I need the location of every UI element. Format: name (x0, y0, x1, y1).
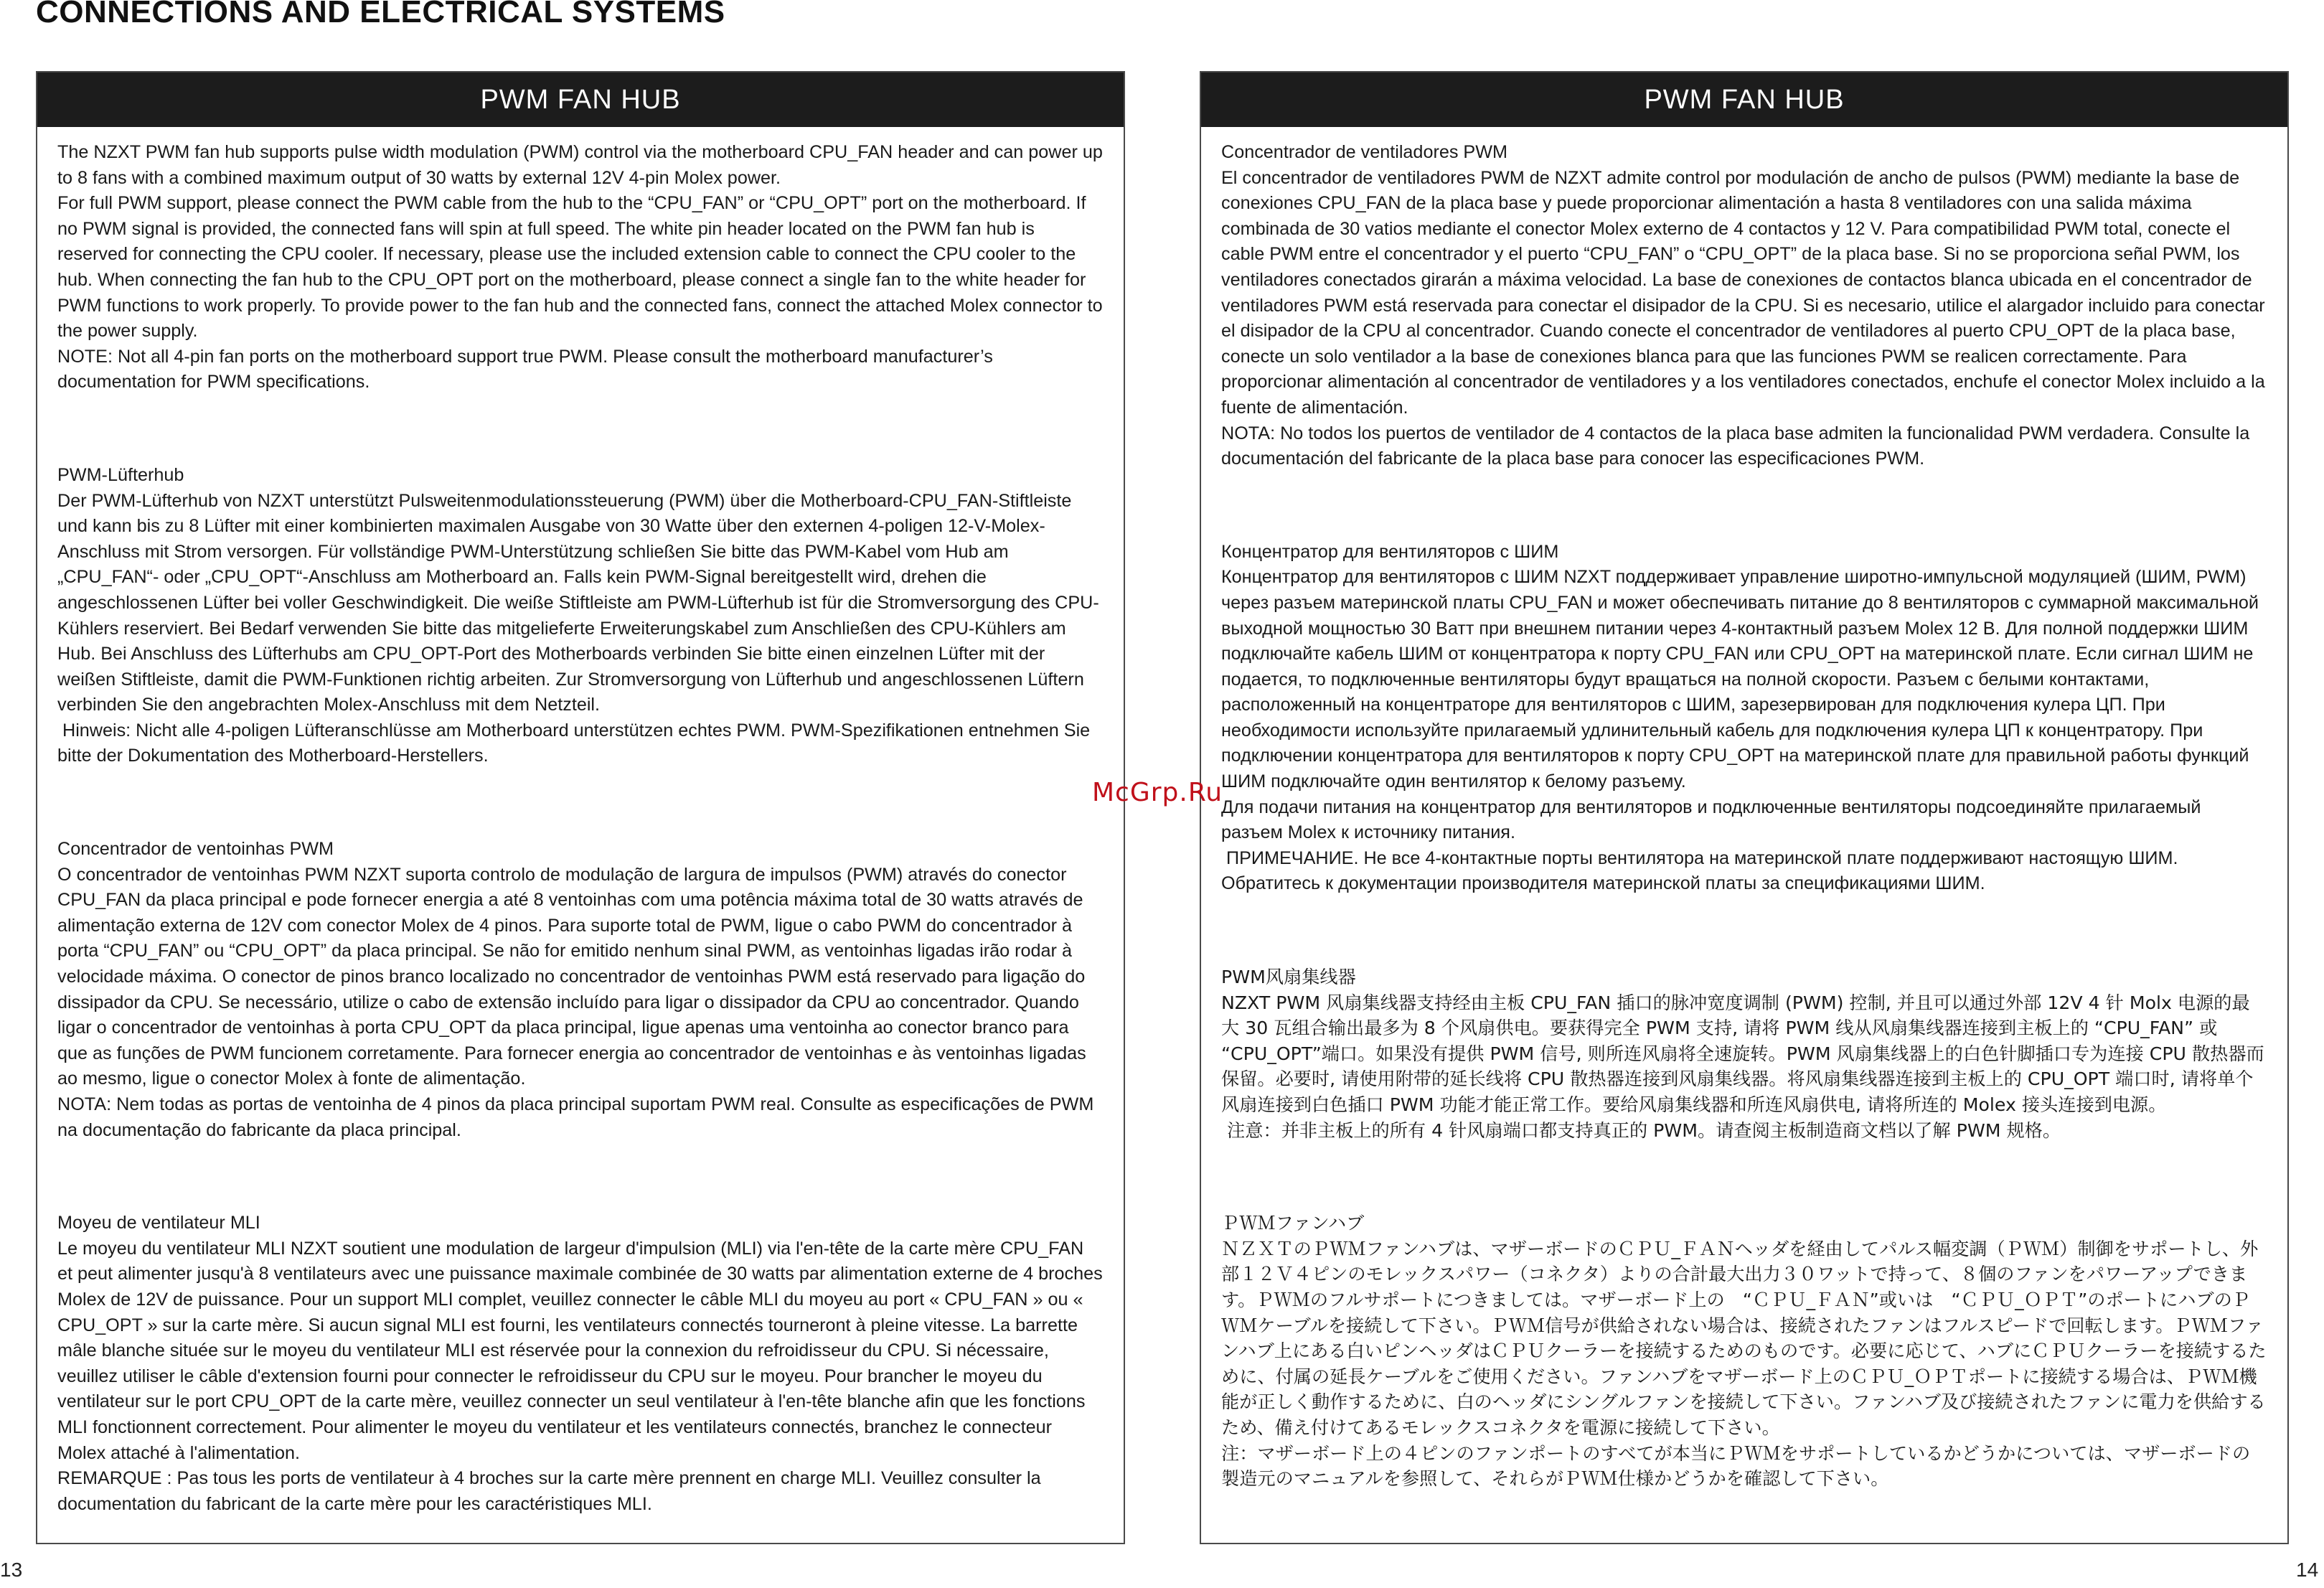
watermark: McGrp.Ru (1092, 778, 1223, 807)
section-body: Der PWM-Lüfterhub von NZXT unterstützt Pulsweitenmodulationssteuerung (PWM) über die Motherboard-CPU_FAN-Stiftleiste und kann bis zu 8 Lüfter mit einer kombinierten maximalen Ausgabe von 30 Watte über den externen 4-poligen 12-V-Molex-Anschluss mit Strom versorgen. Für vollständige PWM-Unterstützung schließen Sie bitte das PWM-Kabel vom Hub am „CPU_FAN“- oder „CPU_OPT“-Anschluss am Motherboard an. Falls kein PWM-Signal bereitgestellt wird, drehen die angeschlossenen Lüfter bei voller Geschwindigkeit. Die weiße Stiftleiste am PWM-Lüfterhub ist für die Stromversorgung des CPU-Kühlers reserviert. Bei Bedarf verwenden Sie bitte das mitgelieferte Erweiterungskabel zum Anschließen des CPU-Kühlers am Hub. Bei Anschluss des Lüfterhubs am CPU_OPT-Port des Motherboards verbinden Sie bitte einen einzelnen Lüfter mit der weißen Stiftleiste, damit die PWM-Funktionen richtig arbeiten. Zur Stromversorgung von Lüfterhub und angeschlossenen Lüftern verbinden Sie den angebrachten Molex-Anschluss mit dem Netzteil. Hinweis: Nicht alle 4-poligen Lüfteranschlüsse am Motherboard unterstützen echtes PWM. PWM-Spezifikationen entnehmen Sie bitte der Dokumentation des Motherboard-Herstellers. (57, 490, 1099, 766)
section-portuguese (57, 837, 1104, 1143)
section-russian (1221, 540, 2267, 897)
section-body: Le moyeu du ventilateur MLI NZXT soutient une modulation de largeur d'impulsion (MLI) via l'en-tête de la carte mère CPU_FAN et peut alimenter jusqu'à 8 ventilateurs avec une puissance maximale combinée de 30 watts par alimentation externe de 4 broches Molex de 12V de puissance. Pour un support MLI complet, veuillez connecter le câble MLI du moyeu au port « CPU_FAN » ou « CPU_OPT » sur la carte mère. Si aucun signal MLI est fourni, les ventilateurs connectés tourneront à pleine vitesse. La barrette mâle blanche située sur le moyeu du ventilateur MLI est réservée pour la connexion du refroidisseur du CPU. Si nécessaire, veuillez utiliser le câble d'extension fourni pour connecter le refroidisseur du CPU sur le moyeu. Pour brancher le moyeu du ventilateur sur le port CPU_OPT de la carte mère, veuillez connecter un seul ventilateur à l'en-tête blanche afin que les fonctions MLI fonctionnent correctement. Pour alimenter le moyeu du ventilateur et les ventilateurs connectés, branchez le connecteur Molex attaché à l'alimentation. REMARQUE : Pas tous les ports de ventilateur à 4 broches sur la carte mère prennent en charge MLI. Veuillez consulter la documentation du fabricant de la carte mère pour les caractéristiques MLI. (57, 1238, 1103, 1514)
section-body: The NZXT PWM fan hub supports pulse width modulation (PWM) control via the motherboard CPU_FAN header and can power up to 8 fans with a combined maximum output of 30 watts by external 12V 4-pin Molex power. For full PWM support, please connect the PWM cable from the hub to the “CPU_FAN” or “CPU_OPT” port on the motherboard. If no PWM signal is provided, the connected fans will spin at full speed. The white pin header located on the PWM fan hub is reserved for connecting the CPU cooler. If necessary, please use the included extension cable to connect the CPU cooler to the hub. When connecting the fan hub to the CPU_OPT port on the motherboard, please connect a single fan to the white header for PWM functions to work properly. To provide power to the fan hub and the connected fans, connect the attached Molex connector to the power supply. NOTE: Not all 4-pin fan ports on the motherboard support true PWM. Please consult the motherboard manufacturer’s documentation for PWM specifications. (57, 142, 1103, 393)
section-body: NZXT PWM 风扇集线器支持经由主板 CPU_FAN 插口的脉冲宽度调制 (PWM) 控制, 并且可以通过外部 12V 4 针 Molx 电源的最大 30 瓦组合输出最多为 8 个风扇供电。要获得完全 PWM 支持, 请将 PWM 线从风扇集线器连接到主板上的 “CPU_FAN” 或 “CPU_OPT”端口。如果没有提供 PWM 信号, 则所连风扇将全速旋转。PWM 风扇集线器上的白色针脚插口专为连接 CPU 散热器而保留。必要时, 请使用附带的延长线将 CPU 散热器连接到风扇集线器。将风扇集线器连接到主板上的 CPU_OPT 端口时, 请将单个风扇连接到白色插口 PWM 功能才能正常工作。要给风扇集线器和所连风扇供电, 请将所连的 Molex 接头连接到电源。 注意：并非主板上的所有 4 针风扇端口都支持真正的 PWM。请查阅主板制造商文档以了解 PWM 规格。 (1221, 992, 2264, 1141)
section-body: O concentrador de ventoinhas PWM NZXT suporta controlo de modulação de largura de impulsos (PWM) através do conector CPU_FAN da placa principal e pode fornecer energia a até 8 ventoinhas com uma potência máxima total de 30 watts através de alimentação externa de 12V com conector Molex de 4 pinos. Para suporte total de PWM, ligue o cabo PWM do concentrador à porta “CPU_FAN” ou “CPU_OPT” da placa principal. Se não for emitido nenhum sinal PWM, as ventoinhas ligadas irão rodar à velocidade máxima. O conector de pinos branco localizado no concentrador de ventoinhas PWM está reservado para ligação do dissipador da CPU. Se necessário, utilize o cabo de extensão incluído para ligar o dissipador da CPU ao concentrador. Quando ligar o concentrador de ventoinhas à porta CPU_OPT da placa principal, ligue apenas uma ventoinha ao conector branco para que as funções de PWM funcionem corretamente. Para fornecer energia ao concentrador de ventoinhas e às ventoinhas ligadas ao mesmo, ligue o conector Molex à fonte de alimentação. NOTA: Nem todas as portas de ventoinha de 4 pinos da placa principal suportam PWM real. Consulte as especificações de PWM na documentação do fabricante da placa principal. (57, 864, 1094, 1140)
section-chinese (1221, 964, 2267, 1143)
section-heading: Moyeu de ventilateur MLI (57, 1213, 260, 1234)
right-panel-body (1201, 127, 2287, 1492)
section-body: ＮＺＸＴのＰＷＭファンハブは、マザーボードのＣＰＵ_ＦＡＮヘッダを経由してパルス幅変調（ＰＷＭ）制御をサポートし、外部１２Ｖ４ピンのモレックスパワー（コネクタ）よりの合計最大出力３０ワットで持って、８個のファンをパワーアップできます。ＰＷＭのフルサポートにつきましては。マザーボード上の “ＣＰＵ_ＦＡＮ”或いは “ＣＰＵ_ＯＰＴ”のポートにハブのＰＷＭケーブルを接続して下さい。ＰＷＭ信号が供給されない場合は、接続されたファンはフルスピードで回転します。ＰＷＭファンハブ上にある白いピンヘッダはＣＰＵクーラーを接続するためのものです。必要に応じて、ハブにＣＰＵクーラーを接続するために、付属の延長ケーブルをご使用ください。ファンハブをマザーボード上のＣＰＵ_ＯＰＴポートに接続する場合は、ＰＷＭ機能が正しく動作するために、白のヘッダにシングルファンを接続して下さい。ファンハブ及び接続されたファンに電力を供給するため、備え付けてあるモレックスコネクタを電源に接続して下さい。 注：マザーボード上の４ピンのファンポートのすべてが本当にＰＷＭをサポートしているかどうかについては、マザーボードの製造元のマニュアルを参照して、それらがＰＷＭ仕様かどうかを確認して下さい。 (1221, 1238, 2267, 1490)
section-german (57, 463, 1104, 769)
section-french (57, 1211, 1104, 1517)
section-heading: Concentrador de ventoinhas PWM (57, 839, 334, 860)
right-panel (1200, 71, 2289, 1544)
page-number-left: 13 (0, 1559, 23, 1581)
section-body: El concentrador de ventiladores PWM de NZXT admite control por modulación de ancho de pulsos (PWM) mediante la base de conexiones CPU_FAN de la placa base y puede proporcionar alimentación a hasta 8 ventiladores con una salida máxima combinada de 30 vatios mediante el conector Molex externo de 4 contactos y 12 V. Para compatibilidad PWM total, conecte el cable PWM entre el concentrador y el puerto “CPU_FAN” o “CPU_OPT” de la placa base. Si no se proporciona señal PWM, los ventiladores conectados girarán a máxima velocidad. La base de conexiones de contactos blanca ubicada en el concentrador de ventiladores PWM está reservada para conectar el disipador de la CPU. Si es necesario, utilice el alargador incluido para conectar el disipador de la CPU al concentrador. Cuando conecte el concentrador de ventiladores al puerto CPU_OPT de la placa base, conecte un solo ventilador a la base de conexiones blanca para que las funciones PWM se realicen correctamente. Para proporcionar alimentación al concentrador de ventiladores y a los ventiladores conectados, enchufe el conector Molex incluido a la fuente de alimentación. NOTA: No todos los puertos de ventilador de 4 contactos de la placa base admiten la funcionalidad PWM verdadera. Consulte la documentación del fabricante de la placa base para conocer las especificaciones PWM. (1221, 167, 2265, 469)
section-heading: PWM风扇集线器 (1221, 967, 1356, 988)
section-japanese (1221, 1211, 2267, 1492)
section-spanish (1221, 140, 2267, 472)
right-panel-title: PWM FAN HUB (1201, 72, 2287, 127)
section-english (57, 140, 1104, 395)
page-title: CONNECTIONS AND ELECTRICAL SYSTEMS (36, 0, 725, 29)
left-panel-body (37, 127, 1124, 1517)
section-heading: ＰＷＭファンハブ (1221, 1213, 1365, 1234)
page-number-right: 14 (2296, 1559, 2319, 1581)
left-panel (36, 71, 1125, 1544)
section-heading: Concentrador de ventiladores PWM (1221, 142, 1507, 162)
section-heading: Концентратор для вентиляторов с ШИМ (1221, 541, 1559, 562)
section-body: Концентратор для вентиляторов с ШИМ NZXT поддерживает управление широтно-импульсной модуляцией (ШИМ, PWM) через разъем материнской платы CPU_FAN и может обеспечивать питание до 8 вентиляторов с суммарной максимальной выходной мощностью 30 Ватт при внешнем питании через 4-контактный разъем Molex 12 В. Для полной поддержки ШИМ подключайте кабель ШИМ от концентратора к порту CPU_FAN или CPU_OPT на материнской плате. Если сигнал ШИМ не подается, то подключенные вентиляторы будут вращаться на полной скорости. Разъем с белыми контактами, расположенный на концентраторе для вентиляторов с ШИМ, зарезервирован для подключения кулера ЦП. При необходимости используйте прилагаемый удлинительный кабель для подключения кулера ЦП к концентратору. При подключении концентратора для вентиляторов к порту CPU_OPT на материнской плате для правильной работы функций ШИМ подключайте один вентилятор к белому разъему. Для подачи питания на концентратор для вентиляторов и подключенные вентиляторы подсоединяйте прилагаемый разъем Molex к источнику питания. ПРИМЕЧАНИЕ. Не все 4-контактные порты вентилятора на материнской плате поддерживают настоящую ШИМ. Обратитесь к документации производителя материнской платы за спецификациями ШИМ. (1221, 567, 2259, 894)
left-panel-title: PWM FAN HUB (37, 72, 1124, 127)
section-heading: PWM-Lüfterhub (57, 464, 184, 485)
